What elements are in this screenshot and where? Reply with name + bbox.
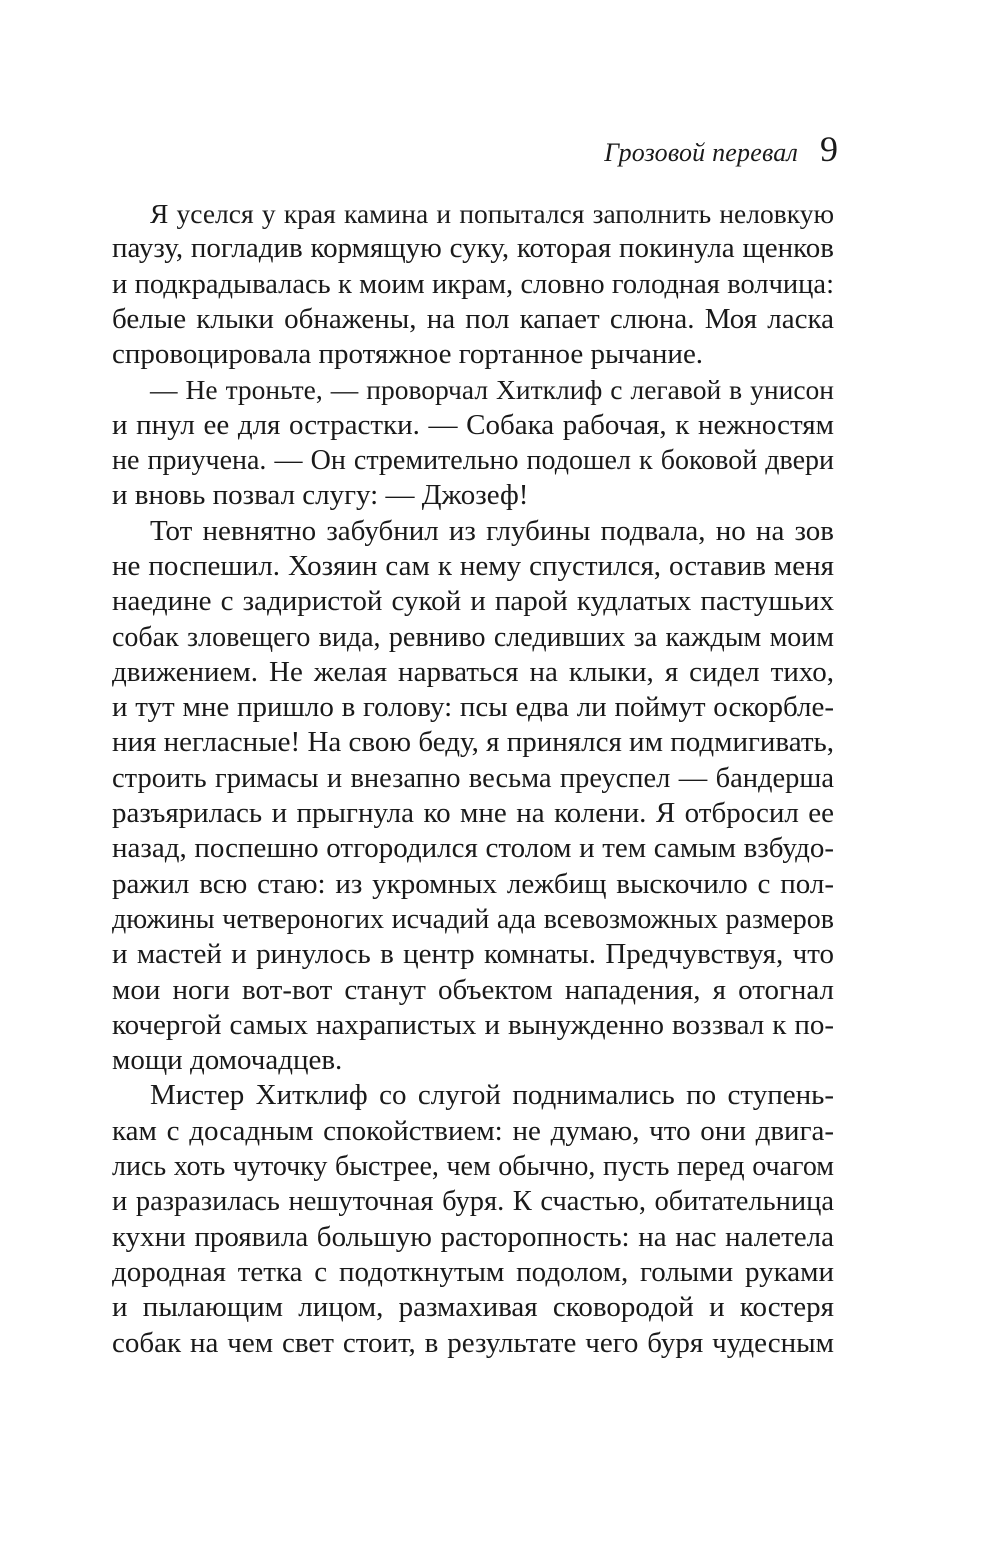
text-line: наедине с задиристой сукой и парой кудлатых пастушьих <box>112 585 834 618</box>
text-line: и вновь позвал слугу: — Джозеф! <box>112 479 529 512</box>
text-line: и тут мне пришло в голову: псы едва ли поймут оскорбле- <box>112 691 834 724</box>
text-line: и пылающим лицом, размахивая сковородой и костеря <box>112 1291 834 1324</box>
body-text <box>112 196 834 1361</box>
text-line: мои ноги вот-вот станут объектом нападения, я отогнал <box>112 973 834 1006</box>
text-line: ражил всю стаю: из укромных лежбищ выскочило с пол- <box>112 867 834 900</box>
page-number: 9 <box>820 129 838 169</box>
text-line: и мастей и ринулось в центр комнаты. Предчувствуя, что <box>112 938 834 971</box>
text-line: и пнул ее для острастки. — Собака рабочая, к нежностям <box>112 408 834 441</box>
text-line: и разразилась нешуточная буря. К счастью, обитательница <box>112 1186 834 1218</box>
text-line: кухни проявила большую расторопность: на нас налетела <box>112 1220 834 1253</box>
text-line: назад, поспешно отгородился столом и тем самым взбудо- <box>112 832 834 865</box>
text-line: — Не троньте, — проворчал Хитклиф с легавой в унисон <box>150 374 834 406</box>
text-line: не поспешил. Хозяин сам к нему спустился, оставив меня <box>112 549 834 582</box>
running-header <box>604 128 838 170</box>
text-line: разъярилась и прыгнула ко мне на колени. Я отбросил ее <box>112 797 834 830</box>
text-line: собак на чем свет стоит, в результате чего буря чудесным <box>112 1326 834 1359</box>
text-line: собак зловещего вида, ревниво следивших за каждым моим <box>112 621 834 653</box>
text-line: Мистер Хитклиф со слугой поднимались по ступень- <box>150 1079 834 1112</box>
text-line: ния негласные! На свою беду, я принялся им подмигивать, <box>112 726 834 759</box>
text-line: дюжины четвероногих исчадий ада всевозможных размеров <box>112 903 834 935</box>
text-line: движением. Не желая нарваться на клыки, я сидел тихо, <box>112 655 834 688</box>
running-title: Грозовой перевал <box>604 138 798 167</box>
text-line: дородная тетка с подоткнутым подолом, голыми руками <box>112 1255 834 1288</box>
text-line: и подкрадывалась к моим икрам, словно голодная волчица: <box>112 268 834 300</box>
text-line: лись хоть чуточку быстрее, чем обычно, пусть перед очагом <box>112 1151 834 1183</box>
text-line: паузу, погладив кормящую суку, которая покинула щенков <box>112 232 834 265</box>
text-line: белые клыки обнажены, на пол капает слюна. Моя ласка <box>112 302 834 335</box>
text-line: кам с досадным спокойствием: не думаю, что они двига- <box>112 1114 834 1147</box>
text-line: строить гримасы и внезапно весьма преуспел — бандерша <box>112 762 834 794</box>
text-line: Я уселся у края камина и попытался заполнить неловкую <box>150 198 834 229</box>
text-line: спровоцировала протяжное гортанное рычание. <box>112 338 704 371</box>
text-line: не приучена. — Он стремительно подошел к боковой двери <box>112 445 834 477</box>
text-line: кочергой самых нахрапистых и вынужденно воззвал к по- <box>112 1008 834 1041</box>
text-line: Тот невнятно забубнил из глубины подвала, но на зов <box>150 514 834 547</box>
text-line: мощи домочадцев. <box>112 1044 343 1077</box>
